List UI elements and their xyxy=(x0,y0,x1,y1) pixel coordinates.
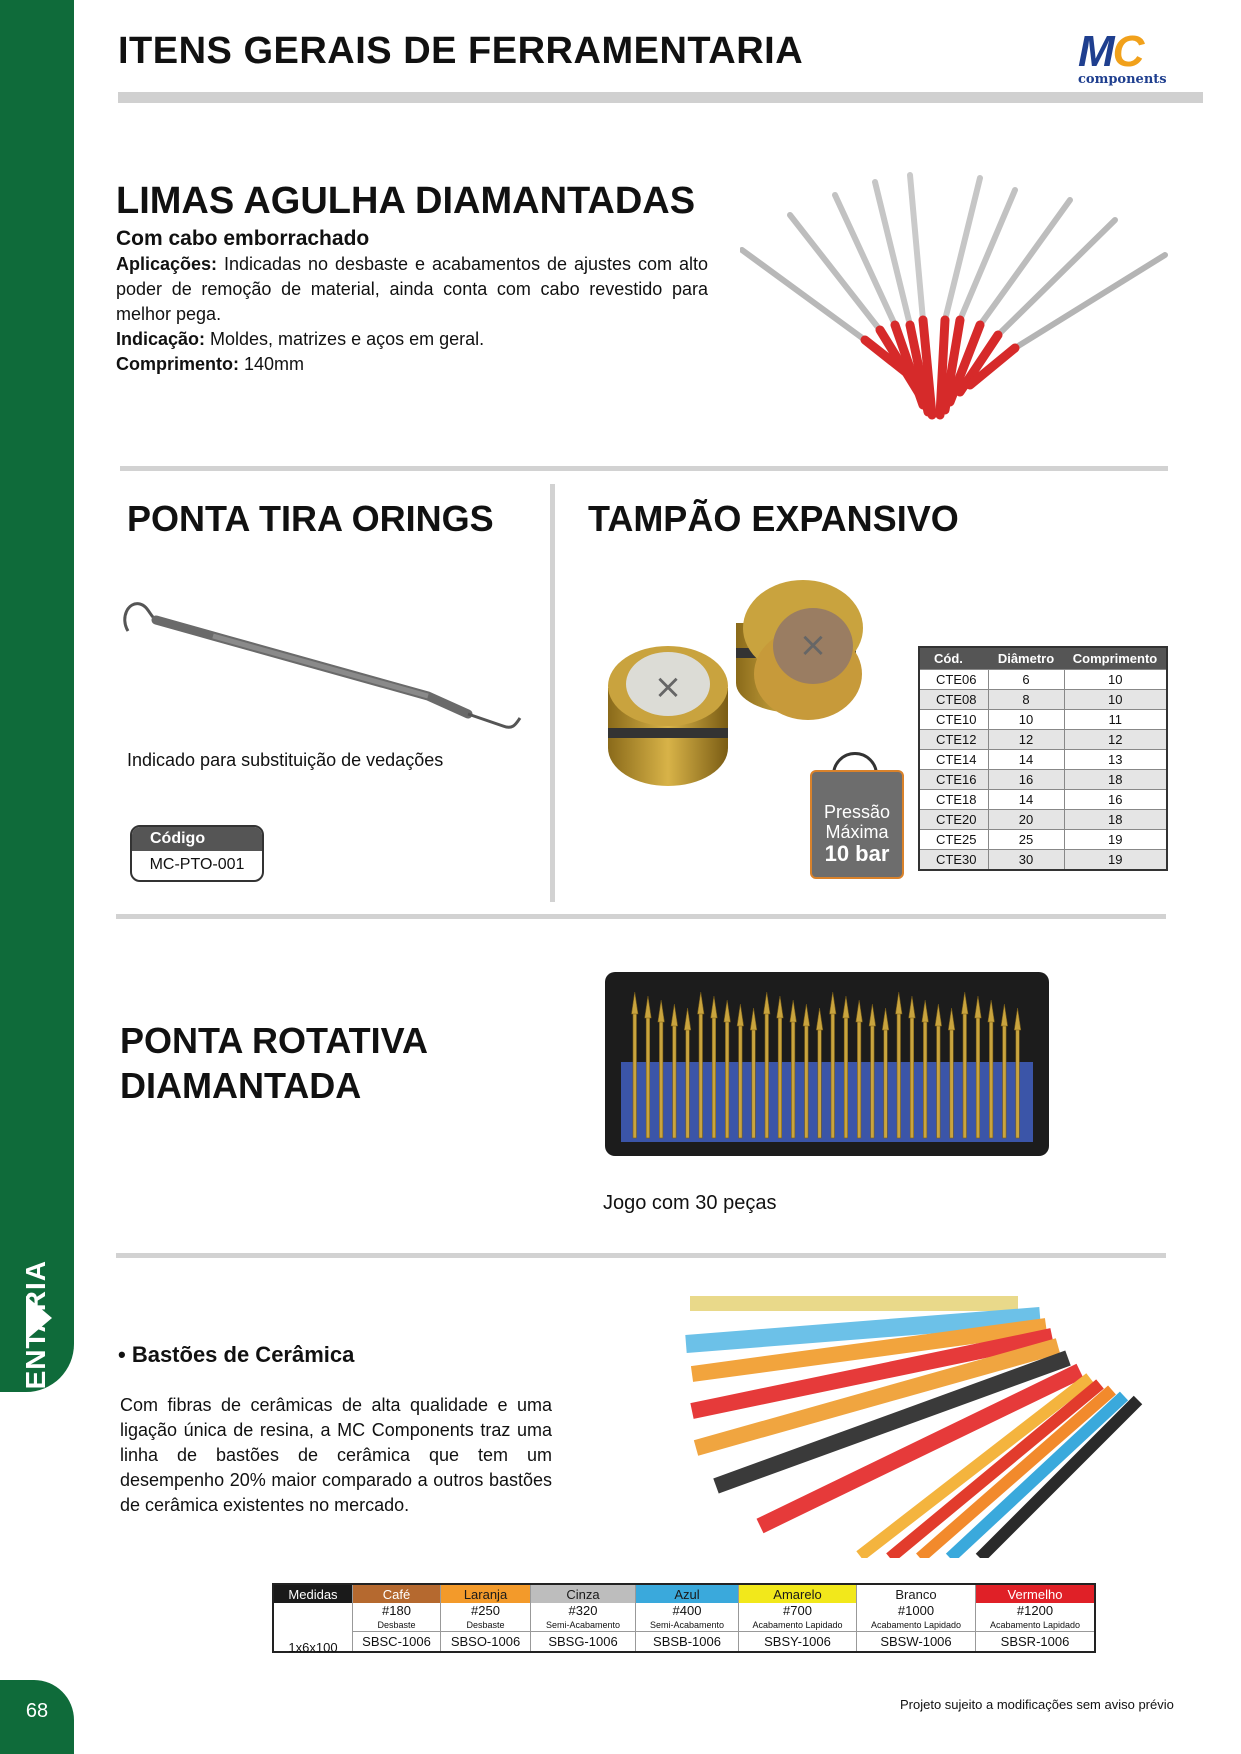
brand-logo: MC components xyxy=(1078,27,1167,87)
code-box xyxy=(130,825,264,882)
bit-shank xyxy=(976,1014,980,1138)
oring-pick-tool-image xyxy=(118,596,528,746)
table-row: CTE25 25 19 xyxy=(919,830,1167,850)
table-row: CTE06 6 10 xyxy=(919,670,1167,690)
limas-description: Aplicações: Indicadas no desbaste e acabamentos de ajustes com alto poder de remoção de material, ainda conta com cabo revestido para melhor pega. Indicação: Moldes, matrizes e aços em geral. Comprimento: 140mm xyxy=(116,254,708,374)
table-row: CTE14 14 13 xyxy=(919,750,1167,770)
needle-files-image xyxy=(740,170,1180,435)
table-header: Comprimento xyxy=(1064,647,1167,670)
bit-shank xyxy=(950,1026,954,1138)
bit-shank xyxy=(989,1018,993,1138)
bit-shank xyxy=(831,1010,835,1138)
bit-shank xyxy=(857,1018,861,1138)
bit-shank xyxy=(752,1026,756,1138)
code-label: Código xyxy=(132,827,262,851)
table-row: SBSC-1006 SBSO-1006 SBSG-1006 SBSB-1006 SBSY-1006 SBSW-1006 SBSR-1006 xyxy=(273,1632,1095,1653)
bit-shank xyxy=(765,1010,769,1138)
play-arrow-icon xyxy=(26,1296,52,1340)
ponta-rotativa-title: PONTA ROTATIVA DIAMANTADA xyxy=(120,1020,428,1106)
bit-shank xyxy=(725,1018,729,1138)
tampao-table xyxy=(918,646,1168,871)
table-row: CTE20 20 18 xyxy=(919,810,1167,830)
table-header: Amarelo xyxy=(739,1584,857,1603)
limas-title: LIMAS AGULHA DIAMANTADAS xyxy=(116,180,696,222)
column-divider xyxy=(550,484,555,902)
expansion-plugs-image xyxy=(608,578,874,793)
table-header: Azul xyxy=(636,1584,739,1603)
svg-text:×: × xyxy=(653,667,683,707)
side-band xyxy=(0,0,74,1392)
table-header: Branco xyxy=(857,1584,976,1603)
pressure-line1: Pressão xyxy=(823,802,891,822)
code-value: MC-PTO-001 xyxy=(149,856,245,873)
bit-shank xyxy=(1003,1022,1007,1138)
bastoes-table xyxy=(272,1583,1096,1653)
ponta-tira-title: PONTA TIRA ORINGS xyxy=(127,498,494,539)
table-header: Cinza xyxy=(531,1584,636,1603)
section-divider xyxy=(116,914,1166,919)
pressure-line2: Máxima xyxy=(825,822,889,842)
table-row: CTE10 10 11 xyxy=(919,710,1167,730)
table-header: Vermelho xyxy=(976,1584,1096,1603)
table-row: #180 Desbaste #250 Desbaste #320 Semi-Acabamento #400 Semi-Acabamento #700 Acabamento Lapidado #1000 Acabamento Lapidado #1200 Acabamento Lapidado xyxy=(273,1603,1095,1632)
bit-shank xyxy=(686,1026,690,1138)
bit-shank xyxy=(739,1022,743,1138)
logo-subtitle: components xyxy=(1078,72,1167,87)
page-title: ITENS GERAIS DE FERRAMENTARIA xyxy=(118,30,804,72)
table-row: CTE30 30 19 xyxy=(919,850,1167,871)
table-header-row xyxy=(273,1584,1095,1603)
bit-shank xyxy=(963,1010,967,1138)
bastoes-title: • Bastões de Cerâmica xyxy=(118,1342,355,1367)
bit-shank xyxy=(937,1022,941,1138)
ponta-tira-description: Indicado para substituição de vedações xyxy=(127,750,444,770)
bit-shank xyxy=(805,1022,809,1138)
page-number: 68 xyxy=(25,1700,49,1722)
limas-subtitle: Com cabo emborrachado xyxy=(116,227,370,250)
header-divider xyxy=(118,92,1203,103)
bit-shank xyxy=(673,1022,677,1138)
table-header: Café xyxy=(353,1584,441,1603)
bit-shank xyxy=(778,1014,782,1138)
table-header: Laranja xyxy=(441,1584,531,1603)
pressure-badge xyxy=(810,770,904,879)
table-header: Medidas xyxy=(273,1584,353,1603)
footer-note: Projeto sujeito a modificações sem aviso prévio xyxy=(900,1697,1174,1712)
table-row: CTE16 16 18 xyxy=(919,770,1167,790)
section-divider xyxy=(120,466,1168,471)
table-row: CTE08 8 10 xyxy=(919,690,1167,710)
medidas-value: 1x6x100 xyxy=(288,1640,338,1655)
bit-shank xyxy=(818,1026,822,1138)
table-row: CTE12 12 12 xyxy=(919,730,1167,750)
bit-shank xyxy=(659,1018,663,1138)
bit-shank xyxy=(910,1014,914,1138)
bit-shank xyxy=(699,1010,703,1138)
bit-shank xyxy=(712,1014,716,1138)
bit-shank xyxy=(884,1026,888,1138)
bit-shank xyxy=(923,1018,927,1138)
bit-shank xyxy=(844,1014,848,1138)
section-divider xyxy=(116,1253,1166,1258)
bit-shank xyxy=(871,1022,875,1138)
bit-shank xyxy=(897,1010,901,1138)
bit-shank xyxy=(1016,1026,1020,1138)
section-label: FERRAMENTARIA xyxy=(20,1260,51,1516)
table-header: Cód. xyxy=(919,647,988,670)
tampao-title: TAMPÃO EXPANSIVO xyxy=(588,498,959,539)
svg-text:×: × xyxy=(798,625,828,665)
pressure-value: 10 bar xyxy=(824,841,890,866)
bastoes-description: Com fibras de cerâmicas de alta qualidade e uma ligação única de resina, a MC Components traz uma linha de bastões de cerâmica que tem um desempenho 20% maior comparado a outros bastões de cerâmica existentes no mercado. xyxy=(120,1395,552,1515)
ceramic-sticks-image xyxy=(680,1296,1160,1558)
table-header: Diâmetro xyxy=(988,647,1064,670)
bit-shank xyxy=(791,1018,795,1138)
table-row: CTE18 14 16 xyxy=(919,790,1167,810)
bit-shank xyxy=(646,1014,650,1138)
rotary-bits-set-image xyxy=(603,970,1051,1158)
ponta-rotativa-caption: Jogo com 30 peças xyxy=(603,1192,777,1214)
bit-shank xyxy=(633,1010,637,1138)
